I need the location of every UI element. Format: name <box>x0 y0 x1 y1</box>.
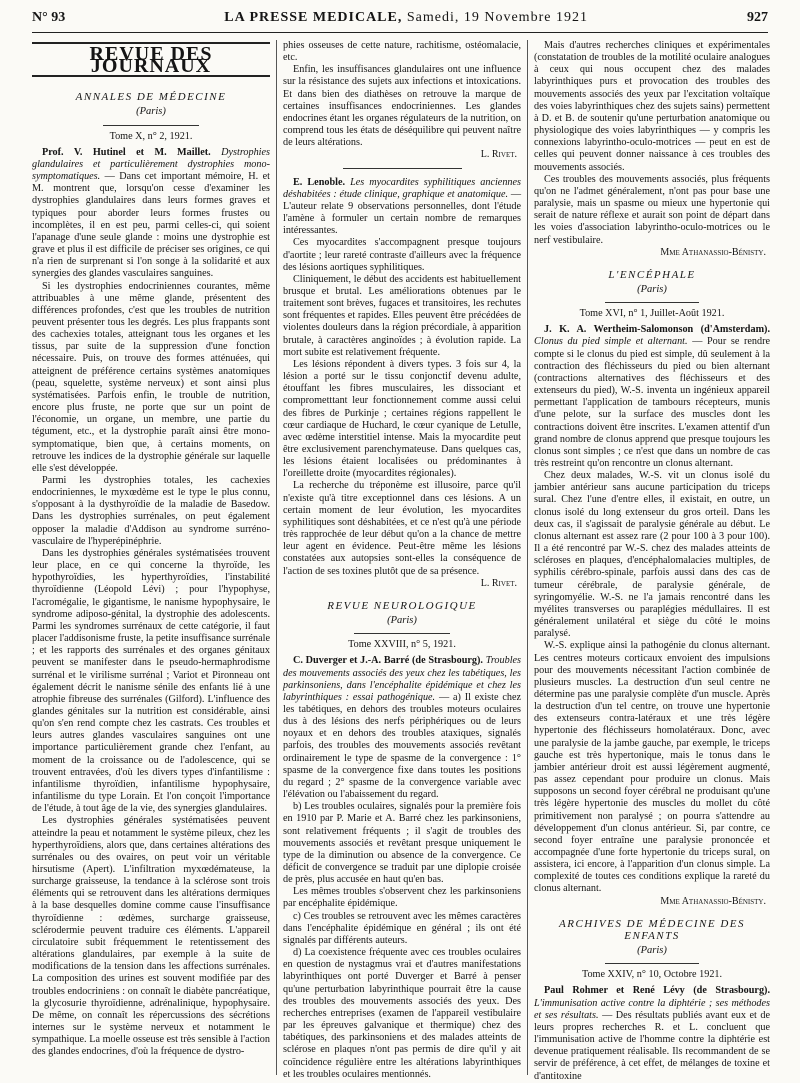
article-paragraph <box>283 655 521 801</box>
column-right <box>534 40 771 1082</box>
article-title: Clonus du pied simple et alternant. <box>534 336 688 348</box>
article-paragraph: Chez deux malades, W.-S. vit un clonus isolé du jambier antérieur sans aucune participation du triceps sural. Chez l'une d'entre elles, il existait, en outre, un clonus isolé du long extenseur du gros orteil. Dans les deux cas, il s'agissait de paralysie générale au début. Le clonus alternant est assez rare (2 pour 100 à 3 pour 100). Il a été rencontré par W.-S. chez des malades atteints de scléroses en plaques, d'encéphalomalacies multiples, de syphilis cérébro-spinale, parfois aussi dans des cas de tumeur cérébrale, de paralysie générale, de syringomyélie. W.-S. ne l'a jamais rencontré dans les myélites transverses ou paraplégies médullaires. Il est généralement unilatéral et siège du côté le moins paralysé. <box>534 470 770 640</box>
journal-title: ARCHIVES DE MÉDECINE DES ENFANTS <box>559 917 745 942</box>
divider <box>343 168 462 169</box>
article-title: Troubles des mouvements associés des yeux chez les tabétiques, les parkinsoniens, dans l'encéphalite épidémique et chez les labyrinthiques : essai pathogénique. <box>283 655 522 703</box>
article-text: — Pour se rendre compte si le clonus du pied est simple, dû seulement à la contraction des fléchisseurs du pied ou bien alternant (contractions alternatives des fléchisseurs et des extenseurs du pied), W.-S. inventa un ingénieux appareil permettant l'application de tambours récepteurs, munis d'une pelote, sur la surface des muscles dont les contractions doivent être inscrites. L'examen attentif d'un grand nombre de clonus apprend que presque toujours les clonus sont simples ; ce n'est que dans un nombre de cas très restreint qu'on rencontre un clonus alternant. <box>534 336 771 469</box>
article-paragraph: Cliniquement, le début des accidents est habituellement brusque et brutal. Les améliorations obtenues par le traitement sont brèves, fugaces et transitoires, les rechutes sont fréquentes et rapides. Elles peuvent être précédées de violentes douleurs dans la région précordiale, à apparition brutale, à caractères anginoïdes ; à évolution rapide. La mort subite est relativement fréquente. <box>283 273 521 358</box>
article-text: — Des résultats publiés avant eux et de leurs propres recherches R. et L. concluent que l'immunisation active de l'homme contre la diphtérie est devenue pratiquement réalisable. Ils recommandent de se servir de préférence, à cet effet, de mélanges de toxine et d'antitoxine <box>534 1009 770 1082</box>
column-rule <box>527 40 528 1075</box>
column-middle <box>283 40 522 1080</box>
issue-number: N° 93 <box>32 10 66 25</box>
journal-title: ANNALES DE MÉDECINE <box>75 91 227 104</box>
journal-place: (Paris) <box>637 283 667 295</box>
tome-line: Tome XVI, n° 1, Juillet-Août 1921. <box>579 308 725 320</box>
article-paragraph: d) La coexistence fréquente avec ces troubles oculaires en question de nystagmus vrai et d'autres manifestations labyrinthiques ont porté Duverger et Barré à penser qu'une perturbation labyrinthique pourrait être la cause des troubles des mouvements associés des yeux. Des recherches entreprises (examen de l'appareil vestibulaire par les épreuves galvanique et thermique) chez des tabétiques, des parkinsoniens et des malades atteints de sclérose en plaques n'ont pas permis de dire qu'il y ait coïncidence régulière entre les altérations labyrinthiques et les troubles oculaires mentionnés. <box>283 947 521 1080</box>
article-paragraph: Les mêmes troubles s'observent chez les parkinsoniens par encéphalite épidémique. <box>283 886 521 910</box>
column-rule <box>276 40 277 1075</box>
journal-name: LA PRESSE MEDICALE, <box>224 10 403 25</box>
divider <box>103 125 198 126</box>
article-authors: E. Lenoble. <box>293 176 346 188</box>
article-paragraph: Si les dystrophies endocriniennes courantes, même attribuables à une même glande, présentent des différences profondes, c'est que les troubles de nutrition peuvent présenter tous les degrés. Les plus frappants sont des cachexies totales, atteignant tous les organes et les tissus, par suite de la suppression d'une fonction nécessaire. Puis, on trouve des formes atténuées, qui atteignent de préférence certains systèmes anatomiques (peau, squelette, système nerveux) et sont ainsi plus systématisées. Parfois enfin, le trouble de nutrition, encore plus fruste, ne porte que sur un point de l'économie, un organe, un membre, une partie du tégument, etc., et la dystrophie paraît ainsi être mono-symptomatique, bien que, à certains moments, on retrouve les indices de la dystrophie générale sur laquelle elle s'est développée. <box>32 280 270 474</box>
divider <box>354 633 449 634</box>
journal-place: (Paris) <box>387 615 417 627</box>
header-rule <box>32 32 768 33</box>
article-paragraph: Ces myocardites s'accompagnent presque toujours d'aortite ; leur rareté contraste d'ailleurs avec la fréquence des lésions aortiques syphilitiques. <box>283 237 521 273</box>
article-paragraph: c) Ces troubles se retrouvent avec les mêmes caractères dans l'encéphalite épidémique en général ; ils ont été signalés par différents auteurs. <box>283 910 521 946</box>
article-paragraph <box>283 177 521 238</box>
article-title: Dystrophies glandulaires et particulièrement dystrophies mono-symptomatiques. <box>32 146 270 183</box>
article-text: — a) Il existe chez les tabétiques, en dehors des troubles moteurs oculaires dus à des lésions des nerfs périphériques ou de leurs noyaux et en dehors des troubles ataxiques, signalés parfois, des troubles des mouvements associés revêtant ordinairement le type de spasme de la convergence : 1° spasme de la convergence fixe dans toutes les positions du regard ; 2° spasme de la convergence variable avec l'élévation ou l'abaissement du regard. <box>283 691 521 801</box>
article-paragraph <box>534 324 770 470</box>
article-paragraph <box>534 985 770 1082</box>
signature: Mme Athanassio-Bénisty. <box>660 246 766 258</box>
tome-line: Tome XXIV, n° 10, Octobre 1921. <box>581 969 723 981</box>
signature: Mme Athanassio-Bénisty. <box>660 895 766 907</box>
page-header <box>32 10 768 30</box>
article-paragraph: Les lésions répondent à divers types. 3 fois sur 4, la lésion a porté sur le tissu conjonctif devenu adulte, étouffant les fibres musculaires, les dissociant et comprometttant leur fonctionnement comme aussi celui des fibres de Purkinje ; certaines régions rappellent le cœur cardiaque de Huchard, le cœur cyanique de Letulle, avec œdème interstitiel intense. Mais la myocardite peut être exclusivement parenchymateuse. Dans quelques cas, les lésions étaient localisées ou prédominantes à l'oreillette droite (myocardites régionales). <box>283 358 521 480</box>
article-paragraph <box>32 147 270 281</box>
column-left <box>32 40 270 1075</box>
article-text: — L'auteur relate 9 observations personnelles, dont l'étude l'amène à formuler un certain nombre de remarques intéressantes. <box>283 188 521 237</box>
section-title: REVUE DES JOURNAUX <box>32 42 270 77</box>
article-paragraph: La recherche du tréponème est illusoire, parce qu'il n'existe qu'à titre exceptionnel dans ces lésions. A un certain moment de leur évolution, les myocardites syphilitiques sont déshabitées, et ce n'est qu'à une période très rapprochée de leur début qu'on a la chance de mettre leur agent en évidence. Peut-être même les lésions constatées aux autopsies sont-elles la conséquence de l'action de ses toxines plutôt que de sa présence. <box>283 480 521 577</box>
article-paragraph: phies osseuses de cette nature, rachitisme, ostéomalacie, etc. <box>283 40 521 64</box>
article-text: — Dans cet important mémoire, H. et M. montrent que, lorsqu'on cesse d'examiner les dystrophies glandulaires dans leurs formes graves et typiques pour aborder leurs formes frustes ou incomplètes, il en est peu, parmi celles-ci, qui soient l'apanage d'une seule glande : moins une dystrophie est grave et plus il est difficile de préciser ses origines, ce qui n'a rien de surprenant si l'on songe à la solidarité et aux synergies des glandes vasculaires sanguines. <box>32 171 270 280</box>
divider <box>605 963 699 964</box>
divider <box>605 302 699 303</box>
article-paragraph: W.-S. explique ainsi la pathogénie du clonus alternant. Les centres moteurs corticaux envoient des impulsions pour des mouvements nécessitant l'action combinée de plusieurs muscles. La destruction d'un seul centre ne détermine pas une paralysie complète d'un muscle. Après la destruction d'un tel centre, on trouve une hypertonie des extenseurs contra-latéraux et une très légère hypertonie des fléchisseurs homolatéraux. Donc, avec une paralysie de la jambe gauche, par exemple, le triceps gauche est très hypertonique, mais le tonus dans le jambier antérieur droit est aussi légèrement augmenté, pas assez cependant pour produire un clonus. Mais supposons un second foyer cérébral ne produisant qu'une très légère hypertonie des muscles du mollet du côté primitivement non paralysé ; on pourra s'attendre au développement d'un clonus antérieur. Si, par contre, ce second foyer entraîne une paralysie prononcée et accompagnée d'une forte hypertonie du triceps sural, on assistera, ici encore, à l'apparition d'un clonus simple. La complexité de toutes ces conditions explique la rareté du clonus alternant. <box>534 640 770 895</box>
issue-date: Samedi, 19 Novembre 1921 <box>406 10 588 25</box>
article-paragraph: Dans les dystrophies générales systématisées trouvent leur place, en ce qui concerne la thyroïde, les hypothyroïdies, les hyperthyroïdies, l'instabilité thyroïdienne (Léopold Lévi) ; pour l'hypophyse, l'acromégalie, le gigantisme, le nanisme hypophysaire, le syndrome adiposo-génital, la dystrophie des adolescents. Parmi les syndromes surrénaux de cette catégorie, il faut placer l'addisonisme fruste, la petite insuffisance surrénale ; et les rapports des surrénales et des organes génitaux peuvent se manifester dans le pseudo-hermaphrodisme surrénal et le virilisme surrénal ; Variot et Pironneau ont également décrit le nanisme sénile des enfants lié à une atrophie fibreuse des surrénales (Gilford). L'influence des glandes génitales sur la nutrition est considérable, ainsi qu'on s'en rend compte chez les castrats. Ces troubles et leurs autres glandes vasculaires sanguines ont une importance particulièrement grande chez l'enfant, au moment de la croissance ou de l'adolescence, qui se trouvent entravées, d'où les divers types d'infantilisme : infantilisme thyroïdien, infantilisme hypophysaire, infantilisme du type Lorain. Et l'on conçoit l'importance de l'étude, à tout âge de la vie, des synergies glandulaires. <box>32 547 270 815</box>
article-title: Les myocardites syphilitiques anciennes déshabitées : étude clinique, graphique et anatomique. <box>283 176 522 200</box>
running-title <box>224 10 588 26</box>
article-paragraph: Ces troubles des mouvements associés, plus fréquents qu'on ne l'admet généralement, n'ont pas pour base une paralysie, mais un spasme ou mieux une hypertonie qui serait de nature réflexe et aurait son point de départ dans les voies d'association labyrintho-oculo-motrices ou le nerf vestibulaire. <box>534 173 770 246</box>
journal-title: REVUE NEUROLOGIQUE <box>327 599 477 612</box>
signature: L. Rivet. <box>480 149 517 161</box>
article-paragraph: b) Les troubles oculaires, signalés pour la première fois en 1910 par P. Marie et A. Barré chez les parkinsoniens, sont relativement fréquents ; il s'agit de troubles des mouvements associés et revêtant presque uniquement le type de la diminution ou absence de la convergence. Ce déficit de convergence se traduit par une diplopie croisée de près, plus accusée en haut qu'en bas. <box>283 801 521 886</box>
article-authors: Paul Rohmer et René Lévy (de Strasbourg). <box>544 985 770 997</box>
article-title: L'immunisation active contre la diphtérie ; ses méthodes et ses résultats. <box>534 997 770 1021</box>
page-number: 927 <box>747 10 768 25</box>
article-paragraph: Mais d'autres recherches cliniques et expérimentales (constatation de troubles de la motilité oculaire analogues à ceux qui nous occupent chez des malades labyrinthiques purs et provocation des troubles des mouvements associés des yeux par l'excitation voltaïque des voies labyrinthiques chez des sujets sains) permettent à D. et B. de soutenir qu'une perturbation anatomique ou physiologique des voies labyrinthiques — y compris les connexions labyrintho-oculo-motrices — peut en est de celles qui peuvent donner naissance à ces troubles des mouvements associés. <box>534 40 770 173</box>
tome-line: Tome X, n° 2, 1921. <box>109 130 193 142</box>
signature: L. Rivet. <box>480 577 517 589</box>
article-paragraph: Parmi les dystrophies totales, les cachexies endocriniennes, le myxœdème est le type le plus connu, s'opposant à la dysthyroïdie de la maladie de Basedow. Dans les dystrophies surrénales, on peut également opposer la maladie d'Addison au syndrome surréno-vasculaire de l'hyperépinéphrie. <box>32 475 270 547</box>
journal-title: L'ENCÉPHALE <box>608 268 696 281</box>
article-authors: J. K. A. Wertheim-Salomonson (d'Amsterdam). <box>544 324 770 336</box>
journal-place: (Paris) <box>637 945 667 957</box>
tome-line: Tome XXVIII, n° 5, 1921. <box>348 639 456 651</box>
journal-place: (Paris) <box>136 106 166 118</box>
article-authors: Prof. V. Hutinel et M. Maillet. <box>42 146 211 158</box>
article-authors: C. Duverger et J.-A. Barré (de Strasbourg). <box>293 655 483 667</box>
article-paragraph: Les dystrophies générales systématisées peuvent atteindre la peau et notamment le système pileux, chez les hyperthyroïdiens, alors que, dans certaines altérations des surrénales ou des ovaires, on peut voir un véritable hirsutisme (Apert). L'infiltration myxœdémateuse, la surcharge graisseuse, la tendance à la sclérose sont trois éléments qui se retrouvent dans les altérations dermiques à la base desquelles domine comme cause l'insuffisance thyroïdienne : œdèmes, surcharge graisseuse, sclérodermie peuvent traduire ces éléments. L'appareil circulatoire subit fréquemment le retentissement des altérations glandulaires, par exemple à la suite de modifications de la tension dans les affections surrénales. La composition des urines est souvent modifiée par des troubles endocriniens : on connaît le diabète pancréatique, la glycosurie thyroïdienne, adrénalinique, hypophysaire. De même, on connaît les répercussions des sécrétions internes sur le système nerveux et notamment le sympathique. La moelle osseuse est très sensible à l'action des glandes endocrines, d'où la fréquence de dystro- <box>32 815 270 1058</box>
article-paragraph: Enfin, les insuffisances glandulaires ont une influence sur la résistance des sujets aux infections et intoxications. Et dans bien des diathèses on retrouve la marque de certaines insuffisances endocriniennes. Les glandes endocrines étant les organes régulateurs de la nutrition, on comprend tous les états de déséquilibre qui peuvent naître de leurs altérations. <box>283 64 521 149</box>
